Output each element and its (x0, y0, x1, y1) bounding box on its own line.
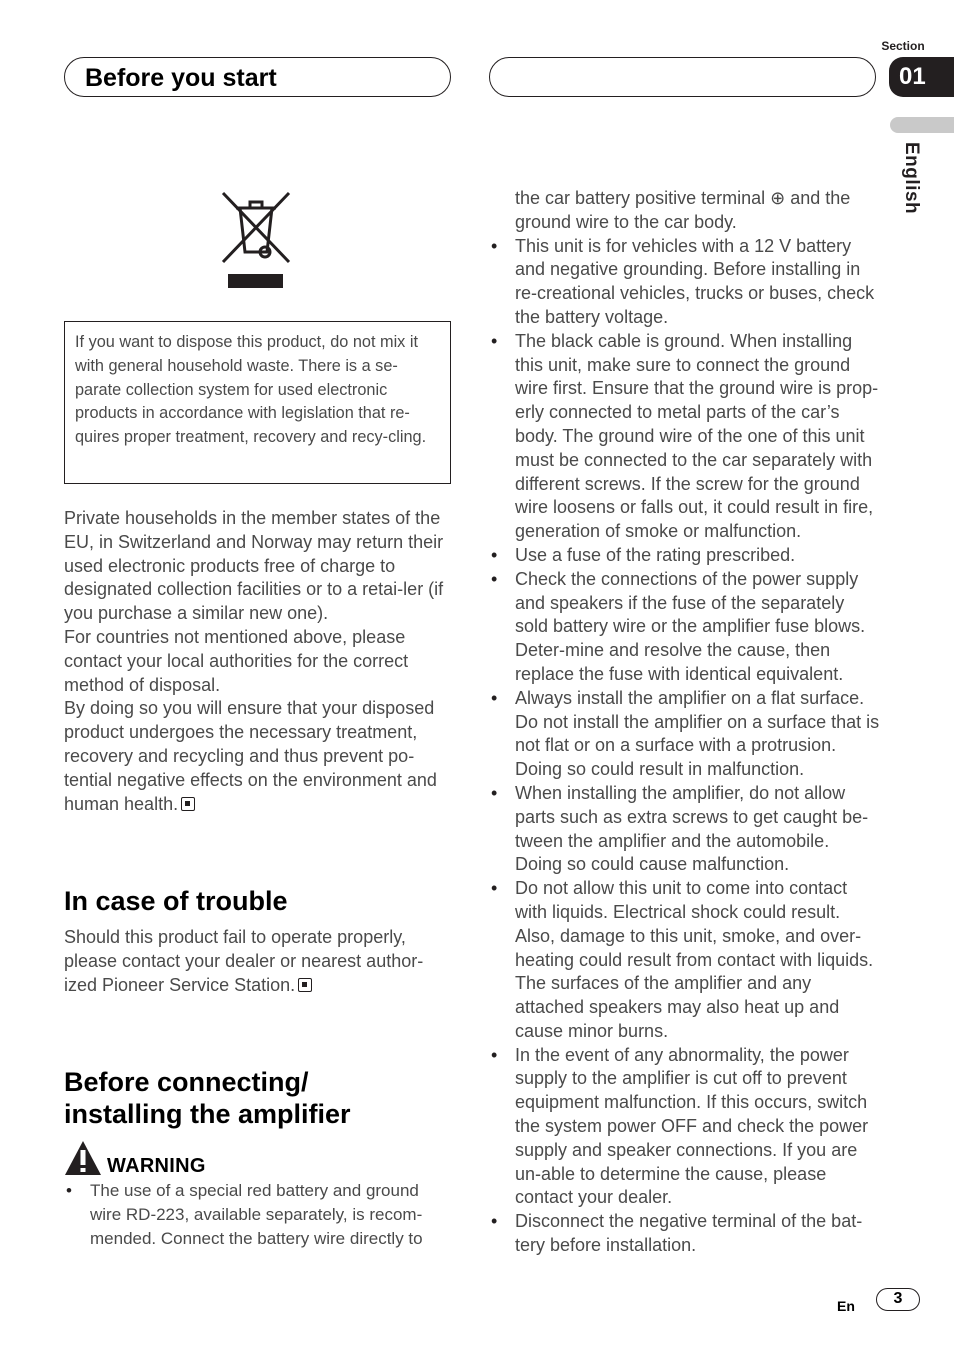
trouble-text-body: Should this product fail to operate properly, please contact your dealer or nearest author-ized Pioneer Service Station. (64, 927, 424, 995)
disposal-notice-box: If you want to dispose this product, do not mix it with general household waste. There is a se-parate collection system for used electronic products in accordance with legislation that re-quires proper treatment, recovery and recy-cling. (64, 321, 451, 484)
end-of-section-icon (181, 797, 195, 811)
crossed-out-wheelie-bin-icon (220, 190, 292, 290)
warning-bullet-list (64, 1179, 454, 1250)
list-item: • When installing the amplifier, do not allow parts such as extra screws to get caught be-tween the amplifier and the automobile. Doing so could cause malfunction. (489, 782, 881, 877)
warning-bullet-list-continued (489, 235, 881, 1258)
language-tab-bar (890, 117, 954, 133)
footer-language-code: En (837, 1298, 855, 1314)
section-label: Section (881, 39, 925, 53)
right-column (489, 187, 881, 1258)
list-item: • This unit is for vehicles with a 12 V battery and negative grounding. Before installing in re-creational vehicles, trucks or buses, check the battery voltage. (489, 235, 881, 330)
list-item: • Check the connections of the power supply and speakers if the fuse of the separately sold battery wire or the amplifier fuse blows. Deter-mine and resolve the cause, then replace the fuse with identical equivalent. (489, 568, 881, 687)
end-of-section-icon (298, 978, 312, 992)
warning-triangle-icon (64, 1140, 102, 1176)
bullet-continuation: the car battery positive terminal ⊕ and the ground wire to the car body. (515, 188, 851, 232)
disposal-paragraph: Private households in the member states of the EU, in Switzerland and Norway may return their used electronic products free of charge to designated collection facilities or to a retai-ler (if you purchase a similar new one). (64, 508, 444, 624)
trouble-text (64, 926, 452, 997)
disposal-paragraph (64, 697, 452, 816)
disposal-paragraph: For countries not mentioned above, please contact your local authorities for the correct method of disposal. (64, 626, 409, 695)
list-item: • Disconnect the negative terminal of the bat-tery before installation. (489, 1210, 881, 1258)
section-number-tab: 01 (889, 57, 954, 97)
connecting-heading-line1: Before connecting/ (64, 1067, 309, 1097)
warning-label: WARNING (107, 1155, 206, 1177)
list-item: • In the event of any abnormality, the power supply to the amplifier is cut off to prevent equipment malfunction. If this occurs, switch the system power OFF and check the power supply and speaker connections. If you are un-able to determine the cause, please contact your dealer. (489, 1044, 881, 1211)
list-item: • The black cable is ground. When installing this unit, make sure to connect the ground wire first. Ensure that the ground wire is prop-erly connected to metal parts of the car’s body. The ground wire of the one of this unit must be connected to the car separately with different screws. If the screw for the ground wire loosens or falls out, it could result in fire, generation of smoke or malfunction. (489, 330, 881, 544)
page-title: Before you start (85, 64, 277, 92)
connecting-heading-line2: installing the amplifier (64, 1099, 351, 1129)
header-blank-pill (489, 57, 876, 97)
list-item: • The use of a special red battery and ground wire RD-223, available separately, is recom-mended. Connect the battery wire directly to (64, 1179, 454, 1250)
list-item: • Always install the amplifier on a flat surface. Do not install the amplifier on a surface that is not flat or on a surface with a protrusion. Doing so could result in malfunction. (489, 687, 881, 782)
header-title-pill (64, 57, 451, 97)
page-number: 3 (876, 1288, 920, 1311)
list-item: • Do not allow this unit to come into contact with liquids. Electrical shock could result. Also, damage to this unit, smoke, and over-heating could result from contact with liquids. The surfaces of the amplifier and any attached speakers may also heat up and cause minor burns. (489, 877, 881, 1044)
connecting-heading (64, 1066, 454, 1130)
trouble-heading: In case of trouble (64, 886, 288, 916)
disposal-paragraph-text: By doing so you will ensure that your disposed product undergoes the necessary treatment, recovery and recycling and thus prevent po-tential negative effects on the environment and human health. (64, 698, 437, 814)
disposal-text (64, 507, 452, 816)
list-item: • Use a fuse of the rating prescribed. (489, 544, 881, 568)
language-label: English (901, 142, 922, 215)
